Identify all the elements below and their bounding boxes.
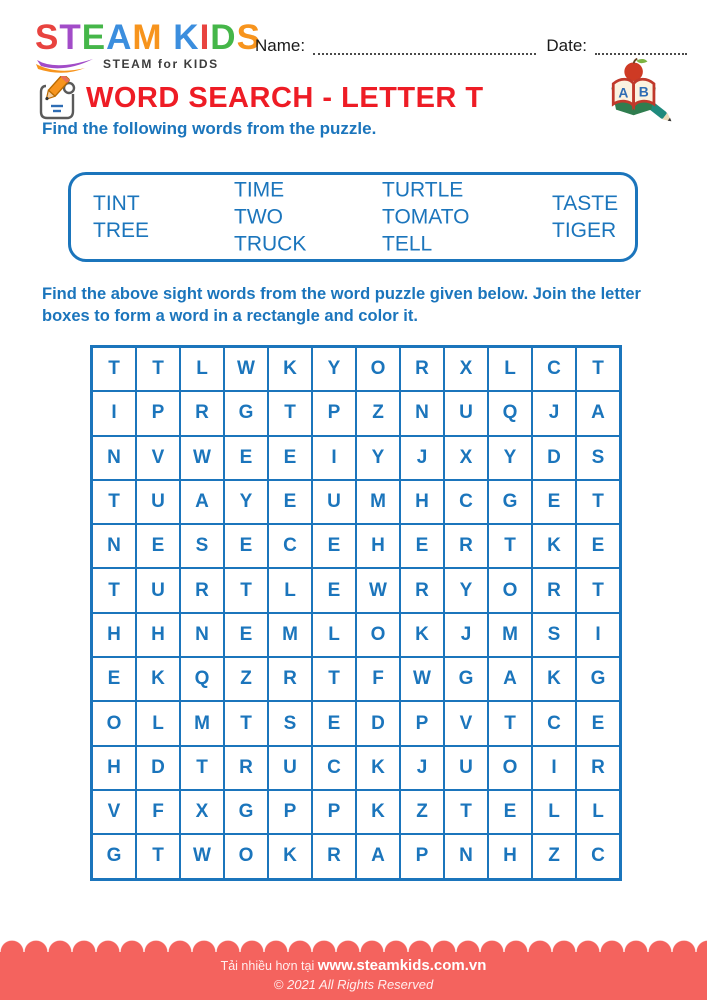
puzzle-grid xyxy=(90,345,622,881)
grid-cell-r2c3[interactable]: R xyxy=(180,391,224,435)
word-list-column xyxy=(93,190,149,244)
grid-cell-r7c6[interactable]: L xyxy=(312,613,356,657)
grid-cell-r5c7[interactable]: H xyxy=(356,524,400,568)
grid-cell-r8c5[interactable]: R xyxy=(268,657,312,701)
grid-cell-r4c1[interactable]: T xyxy=(92,480,136,524)
grid-cell-r7c11[interactable]: S xyxy=(532,613,576,657)
logo-tagline: STEAM for KIDS xyxy=(103,57,219,71)
word-item: TINT xyxy=(93,192,140,215)
grid-cell-r9c2[interactable]: L xyxy=(136,701,180,745)
grid-cell-r9c12[interactable]: E xyxy=(576,701,620,745)
grid-cell-r5c6[interactable]: E xyxy=(312,524,356,568)
grid-cell-r4c5[interactable]: E xyxy=(268,480,312,524)
grid-cell-r9c11[interactable]: C xyxy=(532,701,576,745)
grid-cell-r4c3[interactable]: A xyxy=(180,480,224,524)
grid-cell-r11c9[interactable]: T xyxy=(444,790,488,834)
grid-cell-r3c11[interactable]: D xyxy=(532,436,576,480)
grid-cell-r6c8[interactable]: R xyxy=(400,568,444,612)
grid-cell-r3c4[interactable]: E xyxy=(224,436,268,480)
grid-cell-r2c7[interactable]: Z xyxy=(356,391,400,435)
logo-letter: A xyxy=(106,18,133,57)
grid-cell-r5c12[interactable]: E xyxy=(576,524,620,568)
footer-text-prefix: Tải nhiều hơn tại xyxy=(220,959,318,973)
grid-cell-r10c3[interactable]: T xyxy=(180,746,224,790)
grid-cell-r7c1[interactable]: H xyxy=(92,613,136,657)
grid-cell-r2c4[interactable]: G xyxy=(224,391,268,435)
grid-cell-r10c2[interactable]: D xyxy=(136,746,180,790)
grid-cell-r1c4[interactable]: W xyxy=(224,347,268,391)
grid-cell-r1c8[interactable]: R xyxy=(400,347,444,391)
grid-cell-r9c6[interactable]: E xyxy=(312,701,356,745)
grid-cell-r2c2[interactable]: P xyxy=(136,391,180,435)
grid-cell-r12c9[interactable]: N xyxy=(444,834,488,878)
grid-cell-r1c5[interactable]: K xyxy=(268,347,312,391)
word-item: TASTE xyxy=(552,192,619,215)
footer-download-text xyxy=(0,957,707,974)
grid-cell-r10c7[interactable]: K xyxy=(356,746,400,790)
grid-cell-r10c12[interactable]: R xyxy=(576,746,620,790)
grid-cell-r2c12[interactable]: A xyxy=(576,391,620,435)
grid-cell-r3c9[interactable]: X xyxy=(444,436,488,480)
grid-cell-r8c10[interactable]: A xyxy=(488,657,532,701)
grid-cell-r5c1[interactable]: N xyxy=(92,524,136,568)
grid-cell-r3c10[interactable]: Y xyxy=(488,436,532,480)
grid-cell-r1c11[interactable]: C xyxy=(532,347,576,391)
grid-cell-r8c11[interactable]: K xyxy=(532,657,576,701)
grid-cell-r9c1[interactable]: O xyxy=(92,701,136,745)
grid-cell-r6c10[interactable]: O xyxy=(488,568,532,612)
grid-cell-r2c11[interactable]: J xyxy=(532,391,576,435)
footer xyxy=(0,940,707,1000)
logo-letter: E xyxy=(81,18,107,57)
grid-cell-r6c4[interactable]: T xyxy=(224,568,268,612)
grid-cell-r5c9[interactable]: R xyxy=(444,524,488,568)
word-item: TURTLE xyxy=(382,178,464,202)
footer-band xyxy=(0,952,707,1000)
word-item: TWO xyxy=(234,205,283,229)
logo-text xyxy=(35,20,261,55)
grid-cell-r8c8[interactable]: W xyxy=(400,657,444,701)
grid-cell-r10c9[interactable]: U xyxy=(444,746,488,790)
grid-cell-r2c9[interactable]: U xyxy=(444,391,488,435)
grid-cell-r10c4[interactable]: R xyxy=(224,746,268,790)
grid-cell-r2c1[interactable]: I xyxy=(92,391,136,435)
pencil-scroll-icon xyxy=(36,76,80,120)
svg-text:A: A xyxy=(618,84,629,101)
grid-cell-r3c8[interactable]: J xyxy=(400,436,444,480)
page-title: WORD SEARCH - LETTER T xyxy=(86,81,484,114)
grid-cell-r11c2[interactable]: F xyxy=(136,790,180,834)
logo-letter: M xyxy=(132,18,163,57)
grid-cell-r5c11[interactable]: K xyxy=(532,524,576,568)
grid-cell-r2c6[interactable]: P xyxy=(312,391,356,435)
steamkids-logo xyxy=(35,20,261,73)
grid-cell-r3c6[interactable]: I xyxy=(312,436,356,480)
grid-cell-r10c1[interactable]: H xyxy=(92,746,136,790)
grid-cell-r7c4[interactable]: E xyxy=(224,613,268,657)
grid-cell-r1c6[interactable]: Y xyxy=(312,347,356,391)
grid-cell-r10c8[interactable]: J xyxy=(400,746,444,790)
grid-cell-r4c7[interactable]: M xyxy=(356,480,400,524)
grid-cell-r7c10[interactable]: M xyxy=(488,613,532,657)
logo-letter: K xyxy=(173,18,200,57)
grid-cell-r6c1[interactable]: T xyxy=(92,568,136,612)
grid-cell-r4c4[interactable]: Y xyxy=(224,480,268,524)
grid-cell-r8c12[interactable]: G xyxy=(576,657,620,701)
word-item: TRUCK xyxy=(234,232,307,256)
grid-cell-r10c10[interactable]: O xyxy=(488,746,532,790)
grid-cell-r11c4[interactable]: G xyxy=(224,790,268,834)
grid-cell-r1c12[interactable]: T xyxy=(576,347,620,391)
word-item: TIGER xyxy=(552,219,617,242)
grid-cell-r11c1[interactable]: V xyxy=(92,790,136,834)
grid-cell-r4c6[interactable]: U xyxy=(312,480,356,524)
word-item: TELL xyxy=(382,232,433,256)
grid-cell-r6c5[interactable]: L xyxy=(268,568,312,612)
name-date-row xyxy=(255,36,687,56)
grid-cell-r8c3[interactable]: Q xyxy=(180,657,224,701)
grid-cell-r8c9[interactable]: G xyxy=(444,657,488,701)
logo-letter xyxy=(163,18,174,57)
word-item: TIME xyxy=(234,178,285,202)
grid-cell-r9c5[interactable]: S xyxy=(268,701,312,745)
grid-cell-r11c5[interactable]: P xyxy=(268,790,312,834)
grid-cell-r1c2[interactable]: T xyxy=(136,347,180,391)
grid-cell-r7c8[interactable]: K xyxy=(400,613,444,657)
grid-cell-r12c5[interactable]: K xyxy=(268,834,312,878)
logo-letter: I xyxy=(199,18,211,57)
grid-cell-r5c3[interactable]: S xyxy=(180,524,224,568)
grid-cell-r7c9[interactable]: J xyxy=(444,613,488,657)
word-item: TREE xyxy=(93,219,150,242)
grid-cell-r4c10[interactable]: G xyxy=(488,480,532,524)
svg-text:B: B xyxy=(638,83,649,100)
grid-cell-r5c2[interactable]: E xyxy=(136,524,180,568)
logo-letter: T xyxy=(59,18,82,57)
grid-cell-r7c3[interactable]: N xyxy=(180,613,224,657)
grid-cell-r6c12[interactable]: T xyxy=(576,568,620,612)
grid-cell-r10c5[interactable]: U xyxy=(268,746,312,790)
abc-book-icon xyxy=(604,55,678,131)
grid-cell-r8c6[interactable]: T xyxy=(312,657,356,701)
grid-cell-r6c6[interactable]: E xyxy=(312,568,356,612)
grid-cell-r10c6[interactable]: C xyxy=(312,746,356,790)
grid-cell-r6c7[interactable]: W xyxy=(356,568,400,612)
title-row xyxy=(36,76,484,120)
word-list-column xyxy=(234,177,306,258)
grid-cell-r12c3[interactable]: W xyxy=(180,834,224,878)
grid-cell-r3c2[interactable]: V xyxy=(136,436,180,480)
instructions-text: Find the above sight words from the word puzzle given below. Join the letter boxes to form a word in a rectangle and color it. xyxy=(42,285,641,326)
grid-cell-r12c6[interactable]: R xyxy=(312,834,356,878)
grid-cell-r1c10[interactable]: L xyxy=(488,347,532,391)
grid-cell-r4c9[interactable]: C xyxy=(444,480,488,524)
grid-cell-r7c5[interactable]: M xyxy=(268,613,312,657)
grid-cell-r8c1[interactable]: E xyxy=(92,657,136,701)
grid-cell-r3c5[interactable]: E xyxy=(268,436,312,480)
grid-cell-r5c10[interactable]: T xyxy=(488,524,532,568)
logo-letter: D xyxy=(210,18,237,57)
grid-cell-r10c11[interactable]: I xyxy=(532,746,576,790)
footer-url[interactable]: www.steamkids.com.vn xyxy=(317,957,487,974)
grid-cell-r9c8[interactable]: P xyxy=(400,701,444,745)
grid-cell-r8c4[interactable]: Z xyxy=(224,657,268,701)
grid-cell-r9c7[interactable]: D xyxy=(356,701,400,745)
grid-cell-r4c12[interactable]: T xyxy=(576,480,620,524)
grid-cell-r11c6[interactable]: P xyxy=(312,790,356,834)
grid-cell-r5c8[interactable]: E xyxy=(400,524,444,568)
grid-cell-r3c7[interactable]: Y xyxy=(356,436,400,480)
grid-cell-r6c3[interactable]: R xyxy=(180,568,224,612)
grid-cell-r2c10[interactable]: Q xyxy=(488,391,532,435)
grid-cell-r8c7[interactable]: F xyxy=(356,657,400,701)
grid-cell-r9c4[interactable]: T xyxy=(224,701,268,745)
grid-cell-r11c7[interactable]: K xyxy=(356,790,400,834)
word-item: TOMATO xyxy=(382,205,470,229)
footer-scallop-edge xyxy=(0,940,707,952)
grid-cell-r12c10[interactable]: H xyxy=(488,834,532,878)
grid-cell-r4c2[interactable]: U xyxy=(136,480,180,524)
grid-cell-r11c10[interactable]: E xyxy=(488,790,532,834)
grid-cell-r9c3[interactable]: M xyxy=(180,701,224,745)
grid-cell-r4c8[interactable]: H xyxy=(400,480,444,524)
grid-cell-r1c7[interactable]: O xyxy=(356,347,400,391)
word-list-box xyxy=(68,172,638,262)
grid-cell-r4c11[interactable]: E xyxy=(532,480,576,524)
grid-cell-r12c4[interactable]: O xyxy=(224,834,268,878)
grid-cell-r12c7[interactable]: A xyxy=(356,834,400,878)
grid-cell-r3c3[interactable]: W xyxy=(180,436,224,480)
grid-cell-r5c4[interactable]: E xyxy=(224,524,268,568)
grid-cell-r11c11[interactable]: L xyxy=(532,790,576,834)
grid-cell-r7c7[interactable]: O xyxy=(356,613,400,657)
name-input-line[interactable] xyxy=(313,39,536,55)
grid-cell-r11c8[interactable]: Z xyxy=(400,790,444,834)
logo-letter: S xyxy=(236,18,261,57)
date-label: Date: xyxy=(546,36,587,55)
grid-cell-r1c3[interactable]: L xyxy=(180,347,224,391)
grid-cell-r3c12[interactable]: S xyxy=(576,436,620,480)
grid-cell-r11c12[interactable]: L xyxy=(576,790,620,834)
grid-cell-r7c12[interactable]: I xyxy=(576,613,620,657)
grid-cell-r12c1[interactable]: G xyxy=(92,834,136,878)
grid-cell-r12c11[interactable]: Z xyxy=(532,834,576,878)
grid-cell-r3c1[interactable]: N xyxy=(92,436,136,480)
grid-cell-r6c9[interactable]: Y xyxy=(444,568,488,612)
footer-copyright: © 2021 All Rights Reserved xyxy=(273,977,434,992)
grid-cell-r11c3[interactable]: X xyxy=(180,790,224,834)
name-label: Name: xyxy=(255,36,306,55)
grid-cell-r2c8[interactable]: N xyxy=(400,391,444,435)
grid-cell-r12c2[interactable]: T xyxy=(136,834,180,878)
grid-cell-r1c1[interactable]: T xyxy=(92,347,136,391)
logo-swoosh-icon xyxy=(35,57,97,73)
grid-cell-r5c5[interactable]: C xyxy=(268,524,312,568)
grid-cell-r6c2[interactable]: U xyxy=(136,568,180,612)
grid-cell-r1c9[interactable]: X xyxy=(444,347,488,391)
grid-cell-r7c2[interactable]: H xyxy=(136,613,180,657)
grid-cell-r9c10[interactable]: T xyxy=(488,701,532,745)
grid-cell-r12c12[interactable]: C xyxy=(576,834,620,878)
word-list-column xyxy=(552,190,618,244)
grid-cell-r9c9[interactable]: V xyxy=(444,701,488,745)
subtitle: Find the following words from the puzzle. xyxy=(42,119,377,138)
grid-cell-r6c11[interactable]: R xyxy=(532,568,576,612)
grid-cell-r2c5[interactable]: T xyxy=(268,391,312,435)
date-input-line[interactable] xyxy=(595,39,687,55)
grid-cell-r12c8[interactable]: P xyxy=(400,834,444,878)
logo-letter: S xyxy=(35,18,60,57)
word-list-column xyxy=(382,177,470,258)
grid-cell-r8c2[interactable]: K xyxy=(136,657,180,701)
